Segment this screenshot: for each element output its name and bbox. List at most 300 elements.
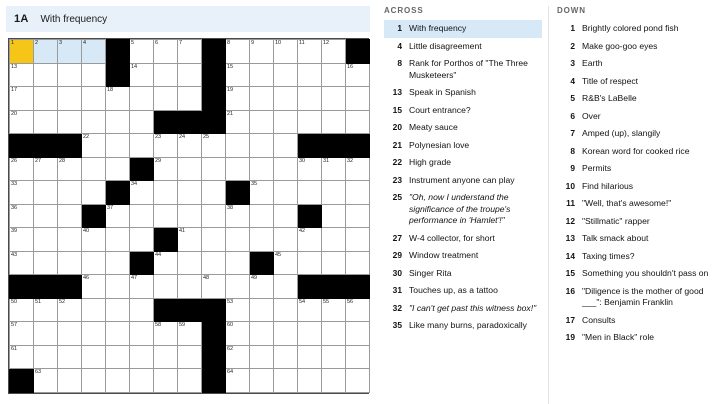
grid-cell[interactable] — [274, 369, 298, 393]
grid-cell[interactable] — [250, 134, 274, 158]
grid-cell[interactable] — [106, 345, 130, 369]
grid-cell-block — [298, 275, 322, 299]
grid-cell[interactable] — [322, 204, 346, 228]
grid-cell[interactable] — [202, 251, 226, 275]
clue-item-across-31[interactable] — [384, 282, 542, 300]
grid-cell[interactable] — [106, 251, 130, 275]
grid-cell[interactable] — [250, 87, 274, 111]
clue-item-across-21[interactable] — [384, 137, 542, 155]
grid-cell[interactable] — [346, 63, 370, 87]
grid-cell[interactable] — [10, 298, 34, 322]
grid-cell[interactable] — [82, 110, 106, 134]
grid-cell[interactable] — [250, 345, 274, 369]
clue-text: Find hilarious — [582, 180, 634, 191]
grid-cell-block — [322, 275, 346, 299]
grid-cell[interactable] — [250, 204, 274, 228]
grid-cell-number: 12 — [323, 40, 330, 46]
grid-cell[interactable] — [178, 157, 202, 181]
grid-cell[interactable] — [106, 275, 130, 299]
grid-cell[interactable] — [10, 181, 34, 205]
grid-cell[interactable] — [130, 110, 154, 134]
grid-cell[interactable] — [298, 63, 322, 87]
grid-cell[interactable] — [274, 110, 298, 134]
grid-cell[interactable] — [250, 298, 274, 322]
grid-cell[interactable] — [130, 322, 154, 346]
grid-row — [10, 322, 370, 346]
grid-cell[interactable] — [250, 40, 274, 64]
grid-cell[interactable] — [322, 251, 346, 275]
clue-item-down-1[interactable] — [557, 20, 714, 38]
grid-cell[interactable] — [274, 181, 298, 205]
grid-cell[interactable] — [346, 345, 370, 369]
grid-cell[interactable] — [58, 251, 82, 275]
grid-cell-number: 20 — [11, 110, 18, 117]
grid-cell[interactable] — [226, 228, 250, 252]
grid-cell[interactable] — [298, 110, 322, 134]
grid-cell[interactable] — [322, 40, 346, 64]
clue-number: 12 — [565, 215, 575, 226]
grid-cell-number: 37 — [107, 204, 114, 211]
grid-cell[interactable] — [34, 157, 58, 181]
grid-cell[interactable] — [202, 181, 226, 205]
clue-item-across-35[interactable] — [384, 317, 542, 335]
across-column — [376, 6, 548, 404]
grid-cell[interactable] — [34, 322, 58, 346]
grid-row — [10, 181, 370, 205]
grid-cell-number: 4 — [83, 40, 87, 46]
clue-item-down-5[interactable] — [557, 90, 714, 108]
grid-cell[interactable] — [226, 345, 250, 369]
grid-cell-block — [298, 204, 322, 228]
clue-text: Meaty sauce — [409, 122, 458, 132]
grid-row — [10, 204, 370, 228]
grid-cell-highlight[interactable] — [34, 40, 58, 64]
clue-text: Title of respect — [582, 75, 639, 86]
grid-cell[interactable] — [226, 322, 250, 346]
grid-cell[interactable] — [82, 87, 106, 111]
grid-cell[interactable] — [130, 40, 154, 64]
clue-number: 23 — [392, 174, 402, 185]
grid-cell[interactable] — [10, 87, 34, 111]
grid-cell[interactable] — [82, 275, 106, 299]
grid-cell[interactable] — [226, 40, 250, 64]
grid-cell[interactable] — [154, 40, 178, 64]
grid-row — [10, 87, 370, 111]
grid-cell[interactable] — [298, 251, 322, 275]
grid-cell[interactable] — [178, 63, 202, 87]
grid-cell[interactable] — [226, 251, 250, 275]
grid-cell[interactable] — [322, 345, 346, 369]
grid-cell[interactable] — [346, 369, 370, 393]
grid-cell-block — [202, 40, 226, 64]
grid-cell[interactable] — [34, 87, 58, 111]
grid-cell[interactable] — [322, 298, 346, 322]
grid-cell-block — [10, 134, 34, 158]
grid-cell-number: 28 — [59, 157, 66, 164]
grid-cell[interactable] — [10, 204, 34, 228]
grid-cell[interactable] — [226, 204, 250, 228]
grid-cell[interactable] — [106, 134, 130, 158]
grid-cell-highlight[interactable] — [82, 40, 106, 64]
grid-cell-number: 61 — [11, 345, 18, 352]
clue-item-down-14[interactable] — [557, 248, 714, 266]
grid-cell[interactable] — [298, 345, 322, 369]
grid-cell[interactable] — [130, 63, 154, 87]
grid-cell[interactable] — [130, 134, 154, 158]
grid-cell[interactable] — [58, 322, 82, 346]
current-clue-bar[interactable] — [6, 6, 370, 32]
grid-cell[interactable] — [178, 204, 202, 228]
grid-cell[interactable] — [274, 63, 298, 87]
grid-cell[interactable] — [178, 369, 202, 393]
grid-cell[interactable] — [298, 157, 322, 181]
grid-cell[interactable] — [154, 181, 178, 205]
grid-cell[interactable] — [58, 369, 82, 393]
grid-cell-number: 48 — [203, 275, 210, 281]
grid-cell[interactable] — [346, 228, 370, 252]
grid-cell[interactable] — [202, 134, 226, 158]
grid-cell[interactable] — [130, 275, 154, 299]
clue-item-down-15[interactable] — [557, 265, 714, 283]
clue-number: 13 — [392, 87, 402, 97]
grid-cell[interactable] — [202, 204, 226, 228]
grid-cell[interactable] — [226, 275, 250, 299]
grid-cell[interactable] — [346, 181, 370, 205]
grid-cell[interactable] — [178, 251, 202, 275]
clue-item-across-29[interactable] — [384, 247, 542, 265]
grid-cell-number: 2 — [35, 40, 39, 46]
grid-cell[interactable] — [178, 322, 202, 346]
grid-cell[interactable] — [82, 63, 106, 87]
grid-cell[interactable] — [274, 204, 298, 228]
grid-cell[interactable] — [178, 228, 202, 252]
clue-item-across-23[interactable] — [384, 172, 542, 190]
grid-cell[interactable] — [58, 87, 82, 111]
grid-cell[interactable] — [250, 228, 274, 252]
down-clue-list[interactable] — [557, 20, 714, 347]
clue-text: Over — [582, 110, 601, 121]
grid-cell[interactable] — [250, 63, 274, 87]
clue-item-down-13[interactable] — [557, 230, 714, 248]
grid-cell-number: 27 — [35, 157, 42, 164]
grid-cell[interactable] — [226, 134, 250, 158]
grid-cell[interactable] — [298, 369, 322, 393]
grid-cell[interactable] — [250, 275, 274, 299]
grid-cell-block — [154, 298, 178, 322]
grid-cell[interactable] — [346, 251, 370, 275]
grid-cell[interactable] — [298, 40, 322, 64]
clue-item-down-4[interactable] — [557, 73, 714, 91]
clue-number: 13 — [565, 233, 575, 243]
grid-cell[interactable] — [106, 322, 130, 346]
clue-item-down-19[interactable] — [557, 329, 714, 347]
grid-cell[interactable] — [226, 110, 250, 134]
clue-number: 17 — [565, 314, 575, 325]
grid-cell[interactable] — [274, 345, 298, 369]
grid-cell[interactable] — [274, 322, 298, 346]
clue-item-down-7[interactable] — [557, 125, 714, 143]
clue-number: 5 — [570, 93, 575, 103]
grid-cell[interactable] — [82, 369, 106, 393]
grid-cell[interactable] — [322, 157, 346, 181]
grid-cell[interactable] — [250, 322, 274, 346]
grid-cell-cursor[interactable] — [10, 40, 34, 64]
grid-cell[interactable] — [154, 322, 178, 346]
grid-cell[interactable] — [58, 181, 82, 205]
clue-number: 14 — [565, 250, 575, 261]
grid-cell[interactable] — [154, 369, 178, 393]
clue-text: Window treatment — [409, 250, 479, 260]
clue-item-down-10[interactable] — [557, 178, 714, 196]
grid-cell[interactable] — [34, 181, 58, 205]
grid-cell-block — [202, 63, 226, 87]
clue-item-down-6[interactable] — [557, 108, 714, 126]
grid-cell[interactable] — [82, 322, 106, 346]
list-fade-down — [549, 390, 720, 404]
grid-cell[interactable] — [322, 110, 346, 134]
grid-cell[interactable] — [274, 157, 298, 181]
grid-cell[interactable] — [154, 251, 178, 275]
grid-cell[interactable] — [226, 63, 250, 87]
grid-cell-number: 3 — [59, 40, 63, 46]
grid-cell[interactable] — [82, 181, 106, 205]
grid-cell[interactable] — [178, 87, 202, 111]
grid-cell[interactable] — [154, 204, 178, 228]
grid-cell[interactable] — [154, 87, 178, 111]
grid-cell[interactable] — [106, 157, 130, 181]
clue-text: Polynesian love — [409, 139, 470, 150]
grid-cell[interactable] — [34, 110, 58, 134]
grid-cell[interactable] — [154, 157, 178, 181]
grid-cell-highlight[interactable] — [58, 40, 82, 64]
clue-item-across-13[interactable] — [384, 84, 542, 102]
grid-cell-block — [346, 134, 370, 158]
clue-item-across-32[interactable] — [384, 300, 542, 318]
grid-cell[interactable] — [106, 369, 130, 393]
clue-item-down-12[interactable] — [557, 213, 714, 231]
grid-cell[interactable] — [274, 275, 298, 299]
grid-cell-number: 17 — [11, 87, 18, 93]
grid-cell[interactable] — [130, 228, 154, 252]
clue-number: 2 — [570, 40, 575, 51]
grid-cell[interactable] — [274, 228, 298, 252]
grid-cell[interactable] — [130, 204, 154, 228]
grid-cell[interactable] — [58, 345, 82, 369]
grid-cell[interactable] — [34, 63, 58, 87]
grid-cell[interactable] — [178, 345, 202, 369]
grid-cell-number: 29 — [155, 157, 162, 164]
grid-cell[interactable] — [106, 110, 130, 134]
grid-cell[interactable] — [322, 87, 346, 111]
grid-cell[interactable] — [58, 228, 82, 252]
grid-cell[interactable] — [298, 228, 322, 252]
grid-cell[interactable] — [178, 181, 202, 205]
clue-item-down-9[interactable] — [557, 160, 714, 178]
grid-cell-number: 57 — [11, 322, 18, 328]
clue-text: Permits — [582, 163, 612, 173]
grid-cell[interactable] — [274, 134, 298, 158]
grid-cell[interactable] — [10, 63, 34, 87]
clue-item-down-16[interactable] — [557, 283, 714, 312]
grid-cell[interactable] — [322, 181, 346, 205]
grid-cell[interactable] — [130, 369, 154, 393]
grid-cell[interactable] — [274, 298, 298, 322]
clue-item-across-15[interactable] — [384, 102, 542, 120]
grid-cell[interactable] — [274, 251, 298, 275]
clue-item-down-17[interactable] — [557, 312, 714, 330]
grid-cell[interactable] — [346, 298, 370, 322]
grid-cell[interactable] — [106, 204, 130, 228]
grid-cell[interactable] — [58, 298, 82, 322]
grid-cell[interactable] — [130, 345, 154, 369]
clue-item-down-8[interactable] — [557, 143, 714, 161]
grid-table[interactable] — [9, 39, 370, 393]
grid-cell[interactable] — [10, 110, 34, 134]
grid-cell[interactable] — [298, 298, 322, 322]
grid-cell[interactable] — [154, 345, 178, 369]
grid-cell[interactable] — [226, 157, 250, 181]
grid-cell[interactable] — [58, 204, 82, 228]
grid-cell[interactable] — [34, 369, 58, 393]
grid-cell[interactable] — [250, 369, 274, 393]
grid-cell-block — [178, 298, 202, 322]
grid-cell[interactable] — [34, 204, 58, 228]
grid-cell[interactable] — [34, 228, 58, 252]
clue-item-across-8[interactable] — [384, 55, 542, 84]
grid-cell[interactable] — [202, 157, 226, 181]
grid-cell[interactable] — [154, 275, 178, 299]
grid-cell[interactable] — [178, 134, 202, 158]
grid-cell[interactable] — [178, 275, 202, 299]
grid-row — [10, 110, 370, 134]
clue-item-across-22[interactable] — [384, 154, 542, 172]
clue-number: 6 — [570, 110, 575, 121]
grid-cell[interactable] — [298, 87, 322, 111]
grid-cell[interactable] — [10, 228, 34, 252]
grid-cell[interactable] — [298, 322, 322, 346]
clue-text: "Well, that's awesome!" — [582, 198, 672, 208]
grid-cell[interactable] — [322, 369, 346, 393]
grid-cell[interactable] — [106, 87, 130, 111]
grid-cell[interactable] — [346, 204, 370, 228]
clue-number: 15 — [392, 104, 402, 115]
clue-number: 31 — [392, 285, 402, 295]
grid-cell[interactable] — [346, 87, 370, 111]
grid-cell[interactable] — [58, 157, 82, 181]
clue-item-down-11[interactable] — [557, 195, 714, 213]
grid-cell[interactable] — [226, 369, 250, 393]
grid-cell[interactable] — [274, 40, 298, 64]
grid-cell[interactable] — [154, 134, 178, 158]
grid-cell-block — [226, 181, 250, 205]
clue-item-across-4[interactable] — [384, 38, 542, 56]
grid-cell-number: 8 — [227, 40, 231, 46]
grid-cell[interactable] — [10, 157, 34, 181]
grid-cell[interactable] — [250, 110, 274, 134]
grid-cell[interactable] — [10, 251, 34, 275]
clue-item-across-30[interactable] — [384, 265, 542, 283]
grid-cell-number: 59 — [179, 322, 186, 328]
grid-cell[interactable] — [322, 228, 346, 252]
grid-cell[interactable] — [346, 110, 370, 134]
grid-cell[interactable] — [58, 63, 82, 87]
grid-cell-number: 7 — [179, 40, 183, 46]
clue-number: 30 — [392, 267, 402, 278]
grid-cell-number: 44 — [155, 251, 162, 258]
grid-cell[interactable] — [34, 298, 58, 322]
clue-item-across-25[interactable] — [384, 189, 542, 230]
grid-cell[interactable] — [202, 228, 226, 252]
grid-cell[interactable] — [274, 87, 298, 111]
grid-cell[interactable] — [322, 322, 346, 346]
clue-number: 16 — [565, 285, 575, 296]
grid-cell-number: 1 — [11, 40, 15, 46]
grid-cell[interactable] — [82, 298, 106, 322]
grid-cell[interactable] — [10, 322, 34, 346]
clue-number: 1 — [397, 23, 402, 33]
grid-cell-number: 18 — [107, 87, 114, 93]
grid-cell-block — [10, 275, 34, 299]
clue-number: 10 — [565, 180, 575, 191]
clue-text: "Oh, now I understand the significance of the troupe's performance in 'Hamlet'!" — [409, 192, 511, 225]
across-clue-list[interactable] — [384, 20, 542, 335]
grid-cell-number: 13 — [11, 63, 18, 70]
grid-cell[interactable] — [34, 251, 58, 275]
clue-item-down-3[interactable] — [557, 55, 714, 73]
grid-cell[interactable] — [130, 181, 154, 205]
grid-cell-number: 40 — [83, 228, 90, 234]
grid-row — [10, 298, 370, 322]
clue-text: Singer Rita — [409, 267, 452, 278]
crossword-grid[interactable] — [8, 38, 369, 394]
grid-cell[interactable] — [106, 228, 130, 252]
grid-cell[interactable] — [130, 298, 154, 322]
clue-item-down-2[interactable] — [557, 38, 714, 56]
grid-cell[interactable] — [178, 40, 202, 64]
grid-cell[interactable] — [346, 322, 370, 346]
clue-item-across-20[interactable] — [384, 119, 542, 137]
grid-cell[interactable] — [82, 251, 106, 275]
grid-cell[interactable] — [10, 345, 34, 369]
grid-cell[interactable] — [82, 134, 106, 158]
grid-row — [10, 251, 370, 275]
grid-cell[interactable] — [250, 157, 274, 181]
grid-cell[interactable] — [130, 87, 154, 111]
grid-cell[interactable] — [250, 181, 274, 205]
grid-cell[interactable] — [58, 110, 82, 134]
grid-cell[interactable] — [82, 228, 106, 252]
clue-item-across-27[interactable] — [384, 230, 542, 248]
grid-cell[interactable] — [202, 275, 226, 299]
grid-cell[interactable] — [298, 181, 322, 205]
grid-cell[interactable] — [346, 157, 370, 181]
grid-cell[interactable] — [82, 157, 106, 181]
grid-cell-number: 50 — [11, 298, 18, 305]
clue-number: 7 — [570, 128, 575, 138]
grid-cell[interactable] — [106, 298, 130, 322]
grid-cell[interactable] — [82, 345, 106, 369]
grid-cell-number: 45 — [275, 251, 282, 258]
grid-cell[interactable] — [226, 87, 250, 111]
grid-cell[interactable] — [226, 298, 250, 322]
clue-number: 1 — [570, 23, 575, 33]
grid-cell-number: 49 — [251, 275, 258, 281]
clue-item-across-1[interactable] — [384, 20, 542, 38]
clue-text: Something you shouldn't pass on — [582, 268, 709, 278]
grid-cell[interactable] — [322, 63, 346, 87]
grid-cell[interactable] — [154, 63, 178, 87]
grid-cell[interactable] — [34, 345, 58, 369]
